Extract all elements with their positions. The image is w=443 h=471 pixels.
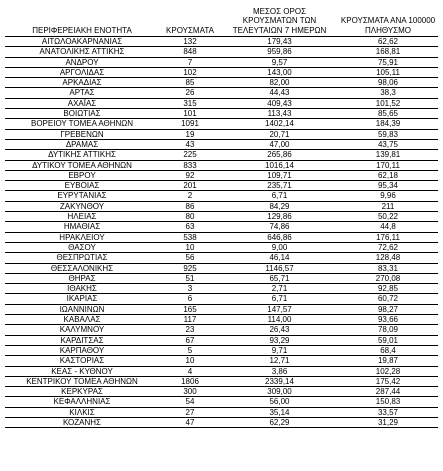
cell-region: ΘΕΣΣΑΛΟΝΙΚΗΣ xyxy=(50,263,114,273)
cell-region: ΘΕΣΠΡΩΤΙΑΣ xyxy=(56,253,108,263)
header-avg7-line3: ΤΕΛΕΥΤΑΙΩΝ 7 ΗΜΕΡΩΝ xyxy=(232,25,327,35)
cell-cases: 117 xyxy=(183,315,197,325)
cell-cases: 43 xyxy=(185,139,195,149)
cell-region: ΒΟΡΕΙΟΥ ΤΟΜΕΑ ΑΘΗΝΩΝ xyxy=(30,119,134,129)
table-row xyxy=(5,37,438,47)
cell-avg7: 235,71 xyxy=(267,181,292,191)
table-row xyxy=(5,367,438,377)
cell-region: ΓΡΕΒΕΝΩΝ xyxy=(60,129,104,139)
cell-cases: 7 xyxy=(187,57,193,67)
cell-region: ΔΥΤΙΚΗΣ ΑΤΤΙΚΗΣ xyxy=(48,150,116,160)
cell-avg7: 47,00 xyxy=(269,139,290,149)
cell-avg7: 147,57 xyxy=(267,304,292,314)
cell-cases: 67 xyxy=(185,335,195,345)
table-row xyxy=(5,346,438,356)
cell-region: ΚΑΡΠΑΘΟΥ xyxy=(59,345,105,355)
cell-per100k: 33,57 xyxy=(377,407,399,417)
cell-region: ΘΑΣΟΥ xyxy=(68,242,96,252)
table-row xyxy=(5,377,438,387)
table-row xyxy=(5,78,438,88)
cell-cases: 85 xyxy=(185,78,195,88)
cell-region: ΚΕΦΑΛΛΗΝΙΑΣ xyxy=(53,397,111,407)
table-row xyxy=(5,68,438,78)
cell-avg7: 2,71 xyxy=(271,284,288,294)
cell-region: ΕΥΒΟΙΑΣ xyxy=(64,181,100,191)
cell-cases: 848 xyxy=(183,47,197,57)
header-avg7-line1: ΜΕΣΟΣ ΟΡΟΣ xyxy=(252,6,307,16)
cell-avg7: 9,57 xyxy=(271,57,288,67)
cell-cases: 47 xyxy=(185,417,195,427)
cell-avg7: 959,86 xyxy=(267,47,292,57)
cell-region: ΙΘΑΚΗΣ xyxy=(67,284,97,294)
cell-region: ΗΜΑΘΙΑΣ xyxy=(63,222,101,232)
cell-region: ΑΝΔΡΟΥ xyxy=(65,57,99,67)
table-row xyxy=(5,109,438,119)
cell-region: ΑΧΑΪΑΣ xyxy=(67,98,97,108)
table-row xyxy=(5,161,438,171)
cell-avg7: 646,86 xyxy=(267,232,292,242)
header-per100k xyxy=(338,16,438,35)
cell-per100k: 98,27 xyxy=(377,304,399,314)
table-row xyxy=(5,264,438,274)
cell-avg7: 9,71 xyxy=(271,345,288,355)
cell-cases: 51 xyxy=(185,273,195,283)
table-row xyxy=(5,253,438,263)
cell-per100k: 38,3 xyxy=(380,88,396,98)
cell-avg7: 93,29 xyxy=(269,335,290,345)
cell-avg7: 56,00 xyxy=(269,397,290,407)
cell-region: ΚΙΛΚΙΣ xyxy=(69,407,95,417)
cell-avg7: 20,71 xyxy=(269,129,290,139)
cell-region: ΚΑΛΥΜΝΟΥ xyxy=(59,325,105,335)
cell-region: ΑΡΤΑΣ xyxy=(69,88,95,98)
cell-avg7: 82,00 xyxy=(269,78,290,88)
cell-avg7: 65,71 xyxy=(269,273,290,283)
cell-region: ΕΥΡΥΤΑΝΙΑΣ xyxy=(57,191,107,201)
cell-cases: 1806 xyxy=(181,376,199,386)
cell-region: ΑΡΓΟΛΙΔΑΣ xyxy=(59,67,105,77)
table-row xyxy=(5,408,438,418)
cell-avg7: 6,71 xyxy=(271,294,288,304)
cell-avg7: 26,43 xyxy=(269,325,290,335)
cell-region: ΚΕΝΤΡΙΚΟΥ ΤΟΜΕΑ ΑΘΗΝΩΝ xyxy=(26,376,138,386)
cell-cases: 201 xyxy=(183,181,197,191)
table-row xyxy=(5,181,438,191)
cell-avg7: 1146,57 xyxy=(265,263,294,273)
cell-cases: 5 xyxy=(187,345,193,355)
cell-per100k: 31,29 xyxy=(377,417,399,427)
table-header xyxy=(5,3,438,37)
table-row xyxy=(5,140,438,150)
cell-avg7: 113,43 xyxy=(267,109,292,119)
table-row xyxy=(5,222,438,232)
table-row xyxy=(5,397,438,407)
header-cases: ΚΡΟΥΣΜΑΤΑ xyxy=(166,25,214,35)
cell-per100k: 270,08 xyxy=(375,273,401,283)
cell-per100k: 139,81 xyxy=(375,150,401,160)
table-row xyxy=(5,119,438,129)
cell-cases: 56 xyxy=(185,253,195,263)
cell-cases: 54 xyxy=(185,397,195,407)
cell-per100k: 184,39 xyxy=(375,119,401,129)
header-per100k-line2: ΠΛΗΘΥΣΜΟ xyxy=(364,25,412,35)
cell-region: ΗΡΑΚΛΕΙΟΥ xyxy=(59,232,105,242)
cell-cases: 225 xyxy=(183,150,197,160)
cell-cases: 26 xyxy=(185,88,195,98)
cell-per100k: 60,72 xyxy=(377,294,399,304)
cell-cases: 101 xyxy=(183,109,197,119)
table-row xyxy=(5,212,438,222)
cell-cases: 925 xyxy=(183,263,197,273)
cell-region: ΑΙΤΩΛΟΑΚΑΡΝΑΝΙΑΣ xyxy=(41,37,123,46)
table-row xyxy=(5,418,438,428)
table-row xyxy=(5,47,438,57)
table-row xyxy=(5,233,438,243)
cell-region: ΚΑΡΔΙΤΣΑΣ xyxy=(60,335,104,345)
cell-avg7: 44,43 xyxy=(269,88,290,98)
cell-per100k: 59,83 xyxy=(377,129,399,139)
cell-per100k: 68,4 xyxy=(380,345,396,355)
cell-avg7: 35,14 xyxy=(269,407,290,417)
cell-avg7: 109,71 xyxy=(267,170,292,180)
cell-region: ΘΗΡΑΣ xyxy=(68,273,96,283)
cell-region: ΚΑΒΑΛΑΣ xyxy=(63,315,101,325)
cell-region: ΑΝΑΤΟΛΙΚΗΣ ΑΤΤΙΚΗΣ xyxy=(39,47,125,57)
table-row xyxy=(5,58,438,68)
cell-per100k: 62,18 xyxy=(377,170,399,180)
cell-per100k: 175,42 xyxy=(375,376,401,386)
table-row xyxy=(5,130,438,140)
cell-avg7: 265,86 xyxy=(267,150,292,160)
header-per100k-line1: ΚΡΟΥΣΜΑΤΑ ΑΝΑ 100000 xyxy=(340,16,436,25)
cell-per100k: 176,11 xyxy=(376,232,400,242)
cell-avg7: 409,43 xyxy=(267,98,292,108)
table-row xyxy=(5,99,438,109)
cell-cases: 102 xyxy=(183,67,197,77)
cell-per100k: 287,44 xyxy=(375,387,401,397)
cell-region: ΔΥΤΙΚΟΥ ΤΟΜΕΑ ΑΘΗΝΩΝ xyxy=(32,160,132,170)
cell-per100k: 102,28 xyxy=(375,366,401,376)
cell-cases: 23 xyxy=(185,325,195,335)
table-row xyxy=(5,243,438,253)
cell-region: ΖΑΚΥΝΘΟΥ xyxy=(59,201,105,211)
cell-per100k: 95,34 xyxy=(377,181,399,191)
cell-cases: 300 xyxy=(183,387,197,397)
cell-avg7: 62,29 xyxy=(269,417,290,427)
cell-cases: 63 xyxy=(185,222,195,232)
cell-cases: 10 xyxy=(185,242,195,252)
header-avg7 xyxy=(221,7,338,36)
cell-cases: 10 xyxy=(185,356,195,366)
cell-region: ΙΚΑΡΙΑΣ xyxy=(66,294,98,304)
cell-per100k: 72,62 xyxy=(377,242,399,252)
cell-per100k: 170,11 xyxy=(376,160,400,170)
cell-per100k: 101,52 xyxy=(375,98,401,108)
table-row xyxy=(5,274,438,284)
table-row xyxy=(5,387,438,397)
cell-avg7: 1016,14 xyxy=(265,160,294,170)
cell-region: ΔΡΑΜΑΣ xyxy=(65,139,99,149)
cell-cases: 2 xyxy=(187,191,193,201)
cell-region: ΑΡΚΑΔΙΑΣ xyxy=(62,78,102,88)
cell-per100k: 9,96 xyxy=(380,191,396,201)
cell-cases: 315 xyxy=(183,98,197,108)
cell-avg7: 309,00 xyxy=(267,387,292,397)
cell-avg7: 1402,14 xyxy=(265,119,294,129)
cell-region: ΙΩΑΝΝΙΝΩΝ xyxy=(59,304,105,314)
cell-per100k: 85,65 xyxy=(377,109,399,119)
cases-table xyxy=(5,3,438,428)
cell-per100k: 211 xyxy=(381,201,395,211)
cell-per100k: 150,83 xyxy=(375,397,401,407)
cell-per100k: 98,06 xyxy=(377,78,399,88)
cell-cases: 80 xyxy=(185,212,195,222)
cell-per100k: 168,81 xyxy=(375,47,401,57)
cell-region: ΚΕΡΚΥΡΑΣ xyxy=(61,387,103,397)
table-row xyxy=(5,284,438,294)
table-row xyxy=(5,150,438,160)
cell-avg7: 179,43 xyxy=(267,37,292,46)
cell-per100k: 43,75 xyxy=(377,139,399,149)
cell-avg7: 84,29 xyxy=(269,201,290,211)
cell-avg7: 3,86 xyxy=(271,366,288,376)
cell-per100k: 75,91 xyxy=(377,57,399,67)
cell-avg7: 114,00 xyxy=(267,315,292,325)
cell-avg7: 129,86 xyxy=(267,212,292,222)
header-avg7-line2: ΚΡΟΥΣΜΑΤΩΝ ΤΩΝ xyxy=(242,16,317,25)
table-row xyxy=(5,88,438,98)
cell-cases: 4 xyxy=(187,366,193,376)
cell-cases: 538 xyxy=(183,232,197,242)
table-row xyxy=(5,315,438,325)
cell-avg7: 6,71 xyxy=(271,191,288,201)
cell-cases: 165 xyxy=(183,304,197,314)
cell-region: ΕΒΡΟΥ xyxy=(68,170,96,180)
cell-region: ΗΛΕΙΑΣ xyxy=(67,212,97,222)
cell-avg7: 143,00 xyxy=(267,67,292,77)
cell-avg7: 12,71 xyxy=(269,356,290,366)
cell-per100k: 62,62 xyxy=(377,37,399,46)
table-row xyxy=(5,294,438,304)
cell-avg7: 9,00 xyxy=(271,242,288,252)
table-row xyxy=(5,356,438,366)
cell-cases: 3 xyxy=(187,284,193,294)
cell-region: ΚΕΑΣ - ΚΥΘΝΟΥ xyxy=(51,366,113,376)
cell-per100k: 105,11 xyxy=(376,67,400,77)
cell-per100k: 83,31 xyxy=(377,263,399,273)
cell-region: ΒΟΙΩΤΙΑΣ xyxy=(63,109,101,119)
table-row xyxy=(5,202,438,212)
cell-cases: 19 xyxy=(185,129,195,139)
table-row xyxy=(5,171,438,181)
table-body xyxy=(5,37,438,428)
table-row xyxy=(5,325,438,335)
cell-cases: 92 xyxy=(185,170,195,180)
cell-per100k: 59,01 xyxy=(377,335,399,345)
cell-cases: 1091 xyxy=(181,119,199,129)
cell-cases: 6 xyxy=(187,294,193,304)
cell-avg7: 74,86 xyxy=(269,222,290,232)
table-row xyxy=(5,336,438,346)
cell-cases: 27 xyxy=(185,407,195,417)
cell-per100k: 19,87 xyxy=(377,356,399,366)
cell-per100k: 50,22 xyxy=(377,212,399,222)
header-region: ΠΕΡΙΦΕΡΕΙΑΚΗ ΕΝΟΤΗΤΑ xyxy=(32,25,132,35)
cell-cases: 132 xyxy=(183,37,197,46)
table-row xyxy=(5,191,438,201)
cell-region: ΚΑΣΤΟΡΙΑΣ xyxy=(59,356,105,366)
cell-per100k: 92,85 xyxy=(377,284,399,294)
cell-per100k: 128,48 xyxy=(375,253,401,263)
cell-region: ΚΟΖΑΝΗΣ xyxy=(62,417,102,427)
cell-per100k: 78,09 xyxy=(377,325,399,335)
table-row xyxy=(5,305,438,315)
cell-cases: 86 xyxy=(185,201,195,211)
cell-per100k: 93,66 xyxy=(377,315,399,325)
cell-avg7: 46,14 xyxy=(269,253,290,263)
cell-avg7: 2339,14 xyxy=(265,376,294,386)
cell-cases: 833 xyxy=(183,160,197,170)
cell-per100k: 44,8 xyxy=(380,222,396,232)
